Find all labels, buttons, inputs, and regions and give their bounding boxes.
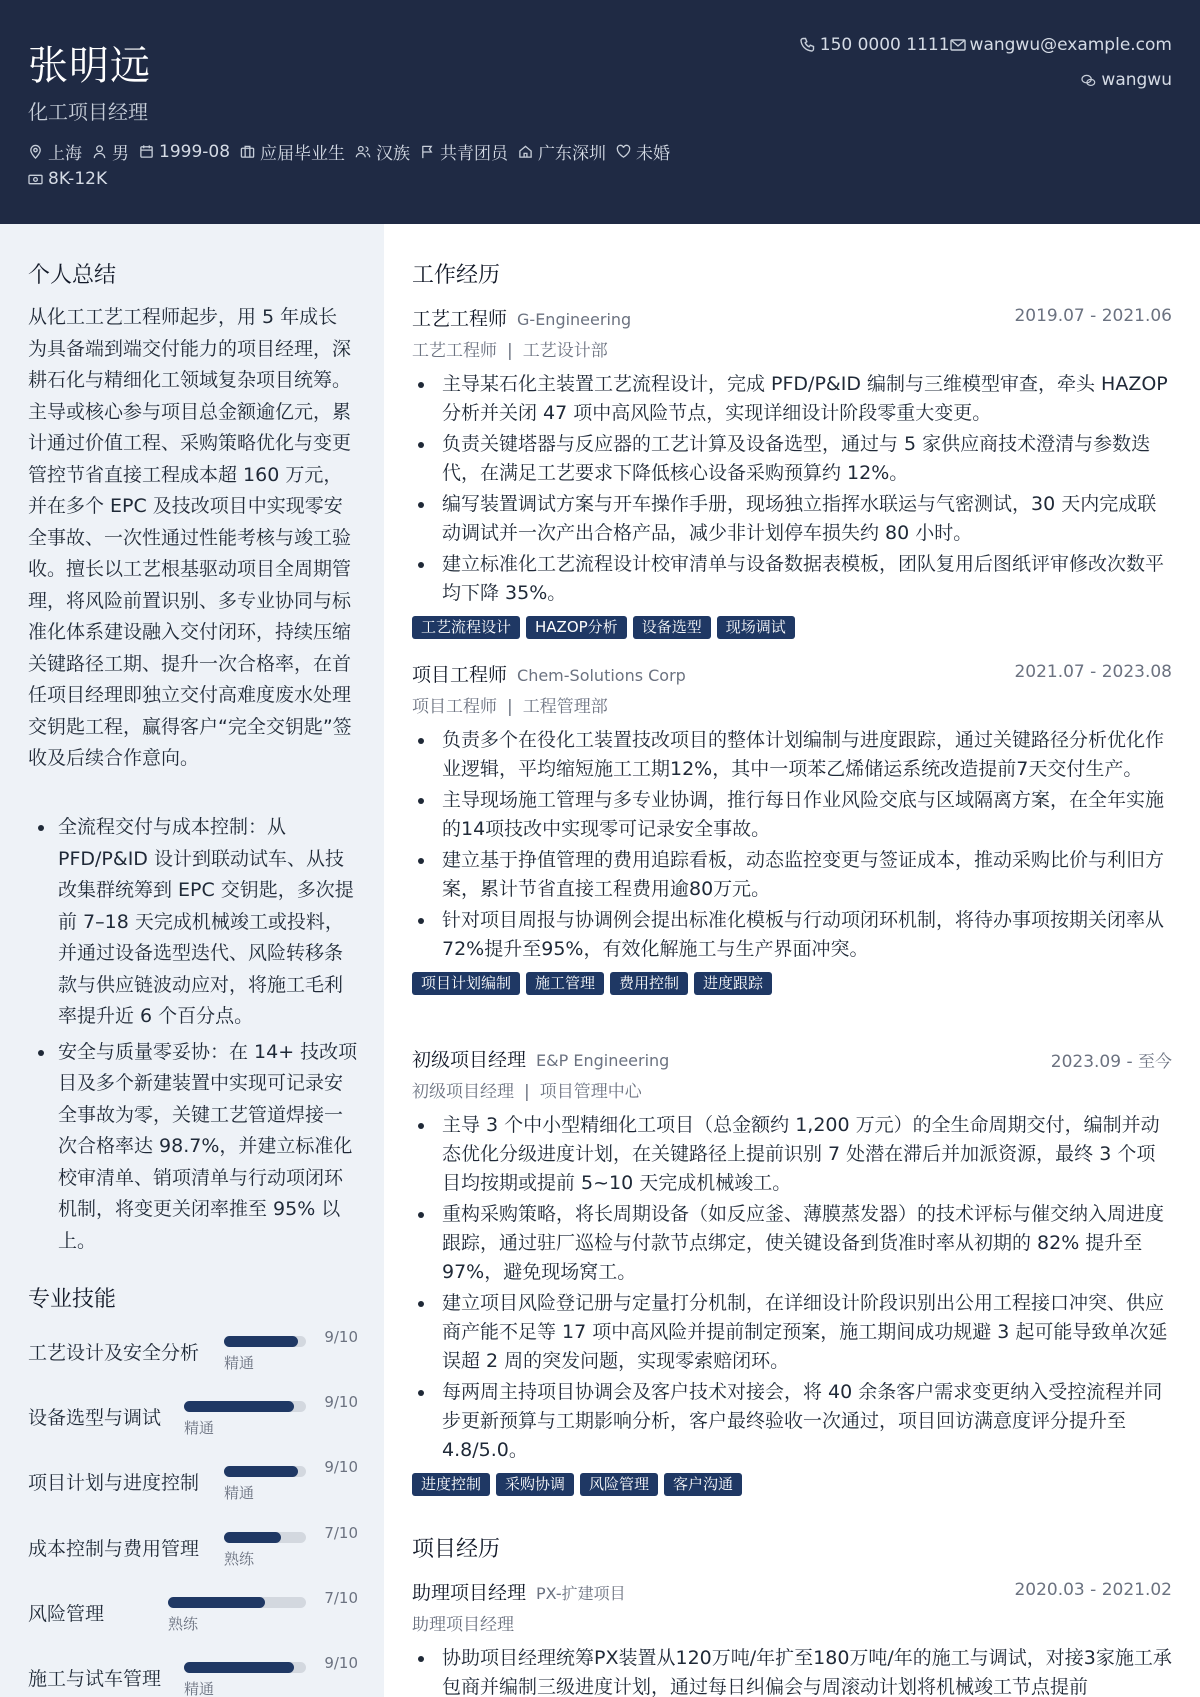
- skill-tag: 施工管理: [526, 972, 604, 995]
- info-birth-text: 1999-08: [159, 141, 231, 162]
- highlight-item: 安全与质量零妥协：在 14+ 技改项目及多个新建装置中实现可记录安全事故为零，关键工艺管道焊接一次合格率达 98.7%，并建立标准化校审清单、销项清单与行动项闭环机制，将变更关闭率推至 95% 以上。: [28, 1037, 358, 1258]
- skill-bar: [184, 1662, 306, 1673]
- flag-icon: [420, 144, 435, 159]
- separator: |: [507, 697, 513, 717]
- skill-tag: 采购协调: [496, 1473, 574, 1496]
- skill-row: [28, 1328, 358, 1378]
- candidate-name: 张明远: [28, 43, 151, 89]
- skill-tag: 进度控制: [412, 1473, 490, 1496]
- project-position: 助理项目经理: [412, 1615, 514, 1635]
- info-hometown-text: 广东深圳: [538, 144, 607, 164]
- wechat-icon: [1081, 74, 1096, 87]
- info-ethnicity: [355, 139, 410, 164]
- skill-level: 精通: [184, 1419, 215, 1437]
- job-subtitle: [412, 1077, 1172, 1101]
- contact-row: [800, 35, 1172, 55]
- job-bullet: 针对项目周报与协调例会提出标准化模板与行动项闭环机制，将待办事项按期关闭率从72%提升至95%，有效化解施工与生产界面冲突。: [412, 906, 1172, 964]
- skill-row: [28, 1524, 358, 1574]
- calendar-icon: [139, 144, 154, 159]
- job-header: [412, 304, 1172, 330]
- job-bullet: 负责关键塔器与反应器的工艺计算及设备选型，通过与 5 家供应商技术澄清与参数迭代，在满足工艺要求下降低核心设备采购预算约 12%。: [412, 430, 1172, 488]
- skill-tag: 客户沟通: [664, 1473, 742, 1496]
- job-company: Chem-Solutions Corp: [517, 666, 686, 685]
- info-experience: [240, 139, 345, 164]
- skill-score: 7/10: [324, 1589, 358, 1607]
- job-entry: [412, 1045, 1172, 1496]
- candidate-title: 化工项目经理: [28, 100, 148, 124]
- summary-text: 从化工工艺工程师起步，用 5 年成长为具备端到端交付能力的项目经理，深耕石化与精细化工领域复杂项目统筹。主导或核心参与项目总金额逾亿元，累计通过价值工程、采购策略优化与变更管控节省直接工程成本超 160 万元，并在多个 EPC 及技改项目中实现零安全事故、一次性通过性能考核与竣工验收。擅长以工艺根基驱动项目全周期管理，将风险前置识别、多专业协同与标准化体系建设融入交付闭环，持续压缩关键路径工期、提升一次合格率，在首任项目经理即独立交付高难度废水处理交钥匙工程，赢得客户“完全交钥匙”签收及后续合作意向。: [28, 306, 352, 769]
- job-tags: [412, 1473, 1172, 1496]
- wechat-contact[interactable]: [1081, 70, 1172, 90]
- skill-tag: 现场调试: [717, 616, 795, 639]
- job-tags: [412, 616, 1172, 639]
- job-bullet: 重构采购策略，将长周期设备（如反应釜、薄膜蒸发器）的技术评标与催交纳入周进度跟踪，通过驻厂巡检与付款节点绑定，使关键设备到货准时率从初期的 82% 提升至 97%，避免现场窝工。: [412, 1200, 1172, 1287]
- skill-tag: 风险管理: [580, 1473, 658, 1496]
- skill-level: 精通: [224, 1484, 255, 1502]
- job-position: 项目工程师: [412, 697, 497, 717]
- location-icon: [28, 144, 43, 159]
- job-entry: [412, 304, 1172, 639]
- info-experience-text: 应届毕业生: [260, 144, 346, 164]
- info-location: [28, 139, 82, 164]
- summary-heading: 个人总结: [28, 263, 117, 288]
- skill-score: 9/10: [324, 1328, 358, 1346]
- expected-salary: [28, 169, 107, 189]
- phone-text: 150 0000 1111: [819, 35, 950, 55]
- person-icon: [92, 144, 107, 159]
- skill-bar-fill: [168, 1597, 265, 1608]
- project-subtitle: [412, 1610, 1172, 1634]
- info-ethnicity-text: 汉族: [376, 144, 411, 164]
- separator: |: [507, 341, 513, 361]
- skill-score: 9/10: [324, 1458, 358, 1476]
- job-bullets: [412, 370, 1172, 608]
- project-header: [412, 1578, 1172, 1604]
- skill-bar: [184, 1401, 306, 1412]
- skill-score: 9/10: [324, 1393, 358, 1411]
- project-bullets: [412, 1644, 1172, 1697]
- skill-tag: 费用控制: [610, 972, 688, 995]
- info-hometown: [518, 139, 606, 164]
- info-birth: [139, 142, 230, 162]
- job-company: E&P Engineering: [536, 1051, 670, 1070]
- job-date: 2023.09 - 至今: [1050, 1052, 1172, 1072]
- info-marital-text: 未婚: [636, 144, 671, 164]
- skill-tag: 设备选型: [633, 616, 711, 639]
- personal-info-row: [28, 139, 680, 164]
- money-icon: [28, 173, 43, 186]
- job-bullets: [412, 726, 1172, 964]
- skill-name: 风险管理: [28, 1603, 105, 1625]
- job-date: 2021.07 - 2023.08: [1014, 662, 1172, 682]
- project-entry: [412, 1578, 1172, 1697]
- skill-row: [28, 1654, 358, 1697]
- job-header: [412, 1045, 1172, 1071]
- skill-bar-fill: [224, 1336, 298, 1347]
- skill-bar: [224, 1466, 306, 1477]
- job-tags: [412, 972, 1172, 995]
- summary-highlights: [28, 812, 358, 1261]
- skill-row: [28, 1458, 358, 1508]
- project-date: 2020.03 - 2021.02: [1014, 1580, 1172, 1600]
- skill-level: 精通: [224, 1354, 255, 1372]
- skill-name: 成本控制与费用管理: [28, 1538, 200, 1560]
- job-position: 工艺工程师: [412, 341, 497, 361]
- job-company: G-Engineering: [517, 310, 632, 329]
- email-text: wangwu@example.com: [969, 35, 1172, 55]
- job-header: [412, 660, 1172, 686]
- job-role: 工艺工程师: [412, 308, 508, 330]
- job-bullet: 主导 3 个中小型精细化工项目（总金额约 1,200 万元）的全生命周期交付，编制并动态优化分级进度计划，在关键路径上提前识别 7 处潜在滞后并加派资源，最终 3 个项目均按期或提前 5~10 天完成机械竣工。: [412, 1111, 1172, 1198]
- info-gender: [92, 139, 129, 164]
- job-subtitle: [412, 336, 1172, 360]
- skill-bar-fill: [224, 1466, 298, 1477]
- job-role: 项目工程师: [412, 664, 508, 686]
- skill-bar-fill: [184, 1662, 294, 1673]
- skill-name: 项目计划与进度控制: [28, 1472, 200, 1494]
- job-bullet: 负责多个在役化工装置技改项目的整体计划编制与进度跟踪，通过关键路径分析优化作业逻辑，平均缩短施工工期12%，其中一项苯乙烯储运系统改造提前7天交付生产。: [412, 726, 1172, 784]
- resume-header: [0, 0, 1200, 224]
- skill-score: 9/10: [324, 1654, 358, 1672]
- info-location-text: 上海: [48, 144, 82, 164]
- skill-level: 精通: [184, 1680, 215, 1697]
- skill-row: [28, 1589, 358, 1639]
- skill-level: 熟练: [168, 1615, 199, 1633]
- mail-icon: [950, 38, 966, 52]
- job-department: 工程管理部: [522, 697, 608, 717]
- skills-heading: 专业技能: [28, 1287, 117, 1312]
- job-bullet: 主导现场施工管理与多专业协调，推行每日作业风险交底与区域隔离方案，在全年实施的14项技改中实现零可记录安全事故。: [412, 786, 1172, 844]
- job-department: 项目管理中心: [539, 1082, 642, 1102]
- skill-level: 熟练: [224, 1550, 255, 1568]
- heart-icon: [616, 144, 631, 159]
- job-bullets: [412, 1111, 1172, 1465]
- project-role: 助理项目经理: [412, 1582, 527, 1604]
- job-bullet: 建立标准化工艺流程设计校审清单与设备数据表模板，团队复用后图纸评审修改次数平均下降 35%。: [412, 550, 1172, 608]
- skill-tag: 项目计划编制: [412, 972, 520, 995]
- job-bullet: 编写装置调试方案与开车操作手册，现场独立指挥水联运与气密测试，30 天内完成联动调试并一次产出合格产品，减少非计划停车损失约 80 小时。: [412, 490, 1172, 548]
- people-icon: [355, 144, 371, 159]
- project-name: PX-扩建项目: [536, 1584, 626, 1603]
- skill-tag: HAZOP分析: [526, 616, 627, 639]
- skill-bar: [224, 1532, 306, 1543]
- skill-bar-fill: [184, 1401, 294, 1412]
- skill-tag: 进度跟踪: [694, 972, 772, 995]
- skill-bar-fill: [224, 1532, 281, 1543]
- job-entry: [412, 660, 1172, 995]
- email-contact[interactable]: [950, 35, 1172, 55]
- job-bullet: 建立项目风险登记册与定量打分机制，在详细设计阶段识别出公用工程接口冲突、供应商产能不足等 17 项中高风险并提前制定预案，施工期间成功规避 3 起可能导致单次延误超 2 周的突发问题，实现零索赔闭环。: [412, 1289, 1172, 1376]
- info-gender-text: 男: [112, 144, 129, 164]
- info-marital: [616, 139, 670, 164]
- skill-name: 施工与试车管理: [28, 1668, 162, 1690]
- skill-name: 设备选型与调试: [28, 1407, 162, 1429]
- job-department: 工艺设计部: [522, 341, 608, 361]
- skill-bar: [224, 1336, 306, 1347]
- job-bullet: 建立基于挣值管理的费用追踪看板，动态监控变更与签证成本，推动采购比价与利旧方案，累计节省直接工程费用逾80万元。: [412, 846, 1172, 904]
- job-subtitle: [412, 692, 1172, 716]
- phone-contact[interactable]: [800, 35, 950, 55]
- project-bullet: 协助项目经理统筹PX装置从120万吨/年扩至180万吨/年的施工与调试，对接3家施工承包商并编制三级进度计划，通过每日纠偏会与周滚动计划将机械竣工节点提前: [412, 1644, 1172, 1697]
- phone-icon: [800, 37, 816, 53]
- work-heading: 工作经历: [412, 263, 501, 288]
- separator: |: [524, 1082, 530, 1102]
- skill-score: 7/10: [324, 1524, 358, 1542]
- job-date: 2019.07 - 2021.06: [1014, 306, 1172, 326]
- skill-row: [28, 1393, 358, 1443]
- home-icon: [518, 144, 533, 159]
- job-bullet: 主导某石化主装置工艺流程设计，完成 PFD/P&ID 编制与三维模型审查，牵头 HAZOP 分析并关闭 47 项中高风险节点，实现详细设计阶段零重大变更。: [412, 370, 1172, 428]
- job-role: 初级项目经理: [412, 1049, 527, 1071]
- highlight-item: 全流程交付与成本控制：从 PFD/P&ID 设计到联动试车、从技改集群统筹到 EPC 交钥匙，多次提前 7–18 天完成机械竣工或投料，并通过设备选型迭代、风险转移条款与供应链波动应对，将施工毛利率提升近 6 个百分点。: [28, 812, 358, 1033]
- skill-bar: [168, 1597, 306, 1608]
- skill-tag: 工艺流程设计: [412, 616, 520, 639]
- info-political: [420, 139, 508, 164]
- job-bullet: 每两周主持项目协调会及客户技术对接会，将 40 余条客户需求变更纳入受控流程并同步更新预算与工期影响分析，客户最终验收一次通过，项目回访满意度评分提升至 4.8/5.0。: [412, 1378, 1172, 1465]
- skill-name: 工艺设计及安全分析: [28, 1342, 200, 1364]
- project-heading: 项目经历: [412, 1537, 501, 1562]
- job-position: 初级项目经理: [412, 1082, 514, 1102]
- salary-text: 8K-12K: [48, 169, 108, 189]
- wechat-text: wangwu: [1101, 70, 1172, 90]
- briefcase-icon: [240, 144, 255, 159]
- info-political-text: 共青团员: [440, 144, 509, 164]
